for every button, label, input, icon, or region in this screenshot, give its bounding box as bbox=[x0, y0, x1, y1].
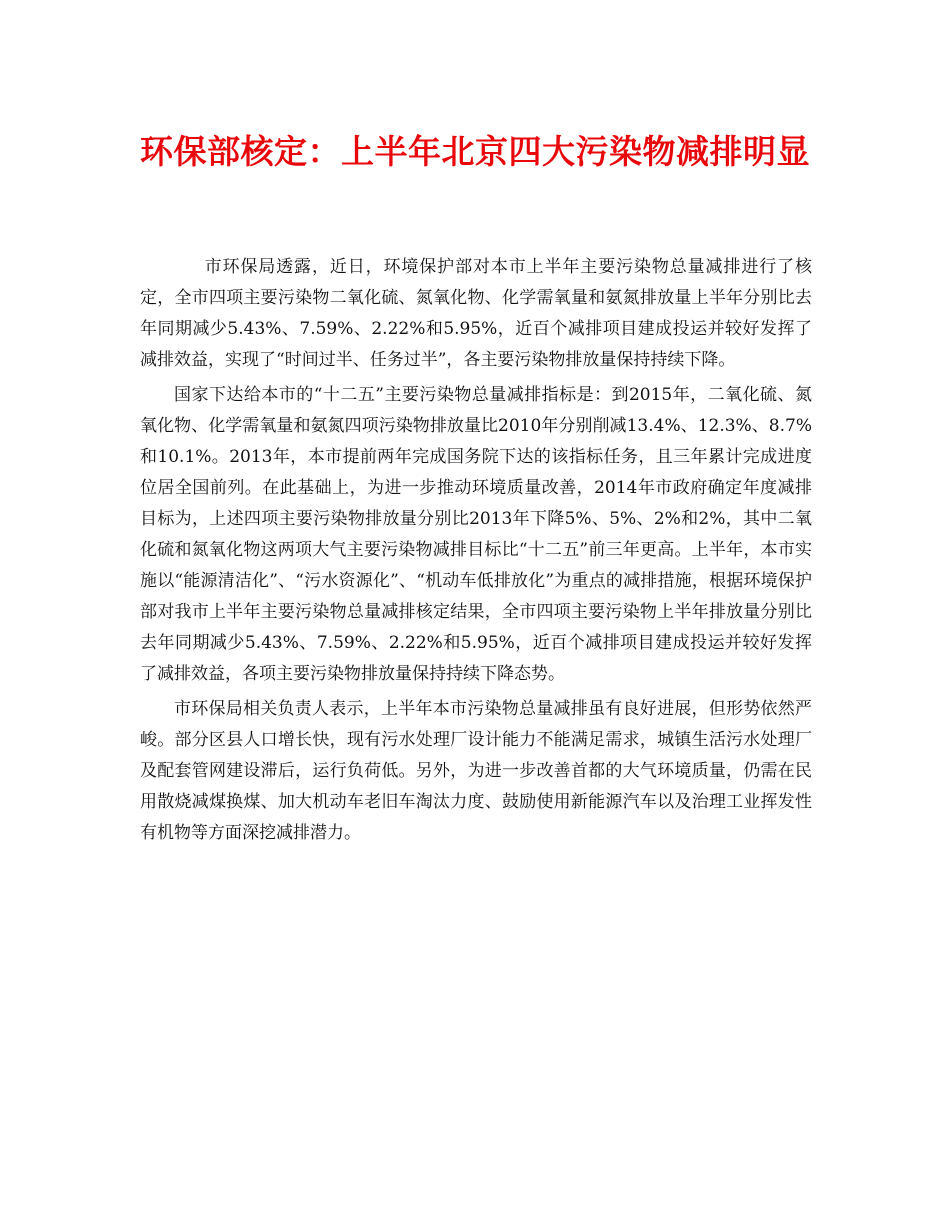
article-body bbox=[140, 252, 812, 853]
paragraph-1: 市环保局透露，近日，环境保护部对本市上半年主要污染物总量减排进行了核定，全市四项主要污染物二氧化硫、氮氧化物、化学需氧量和氨氮排放量上半年分别比去年同期减少5.43%、7.59%、2.22%和5.95%，近百个减排项目建成投运并较好发挥了减排效益，实现了“时间过半、任务过半”，各主要污染物排放量保持持续下降。 bbox=[140, 257, 812, 370]
paragraph-2: 国家下达给本市的“十二五”主要污染物总量减排指标是：到2015年，二氧化硫、氮氧化物、化学需氧量和氨氮四项污染物排放量比2010年分别削减13.4%、12.3%、8.7%和10.1%。2013年，本市提前两年完成国务院下达的该指标任务，且三年累计完成进度位居全国前列。在此基础上，为进一步推动环境质量改善，2014年市政府确定年度减排目标为，上述四项主要污染物排放量分别比2013年下降5%、5%、2%和2%，其中二氧化硫和氮氧化物这两项大气主要污染物减排目标比“十二五”前三年更高。上半年，本市实施以“能源清洁化”、“污水资源化”、“机动车低排放化”为重点的减排措施，根据环境保护部对我市上半年主要污染物总量减排核定结果，全市四项主要污染物上半年排放量分别比去年同期减少5.43%、7.59%、2.22%和5.95%，近百个减排项目建成投运并较好发挥了减排效益，各项主要污染物排放量保持持续下降态势。 bbox=[140, 385, 812, 684]
article-title: 环保部核定：上半年北京四大污染物减排明显 bbox=[140, 132, 810, 171]
paragraph-3: 市环保局相关负责人表示，上半年本市污染物总量减排虽有良好进展，但形势依然严峻。部分区县人口增长快，现有污水处理厂设计能力不能满足需求，城镇生活污水处理厂及配套管网建设滞后，运行负荷低。另外，为进一步改善首都的大气环境质量，仍需在民用散烧减煤换煤、加大机动车老旧车淘汰力度、鼓励使用新能源汽车以及治理工业挥发性有机物等方面深挖减排潜力。 bbox=[140, 699, 812, 843]
